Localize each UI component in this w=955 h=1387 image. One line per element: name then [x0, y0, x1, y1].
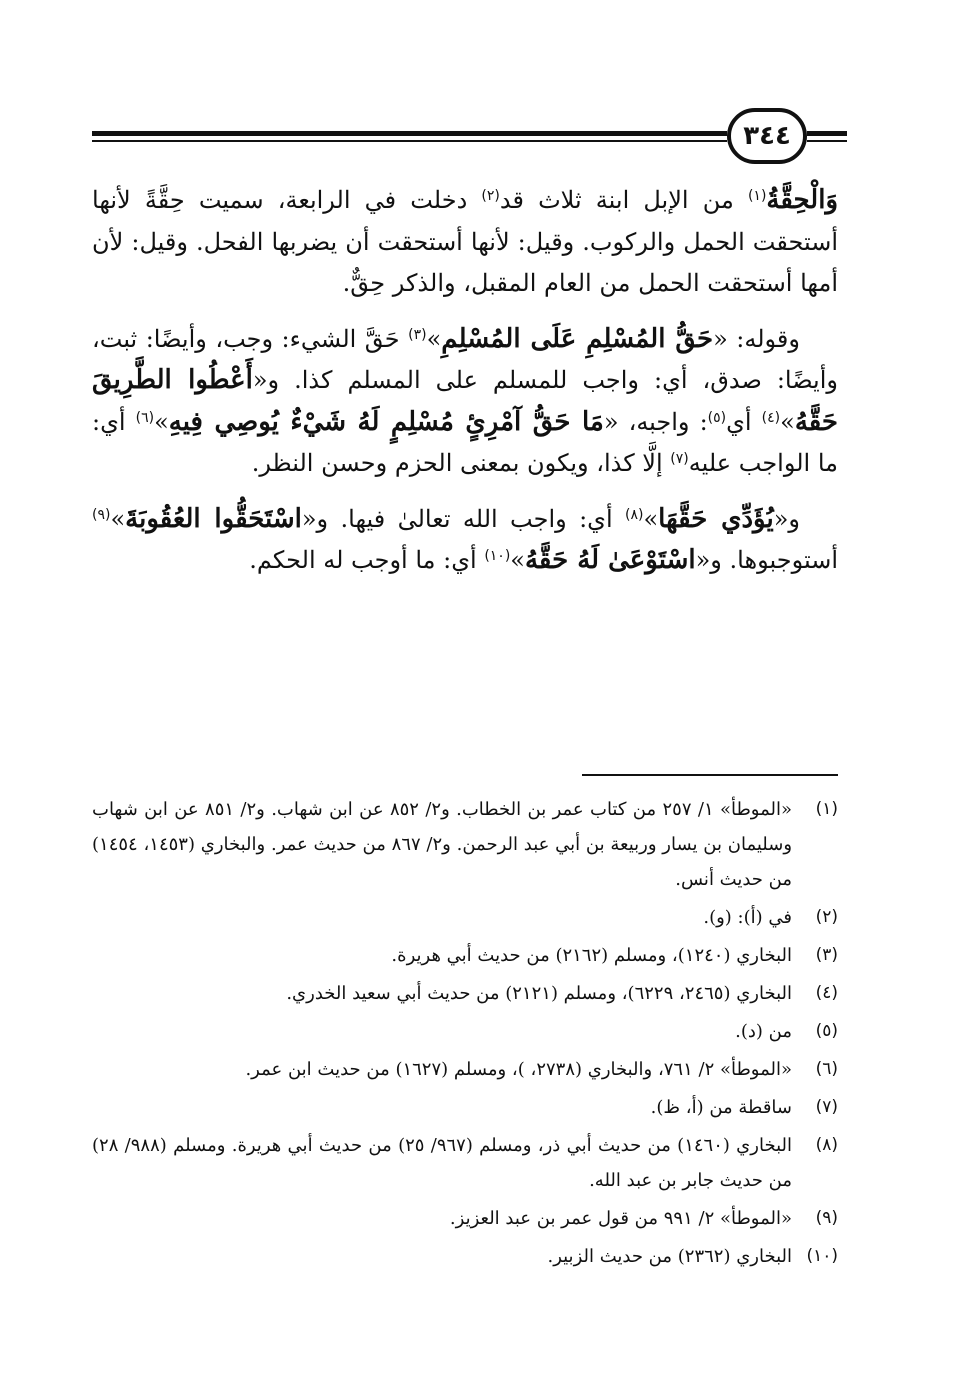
footnote-text: من (د).: [735, 1021, 792, 1042]
text-run: أي: [726, 407, 762, 436]
footnote: [92, 1239, 838, 1274]
footnote: [92, 1052, 838, 1087]
quoted-term: اسْتَوْعَىٰ لَهُ حَقَّهُ: [524, 545, 696, 575]
footnote-number: (٩): [815, 1208, 838, 1228]
header-rule-right: [807, 131, 847, 145]
text-run: و«: [773, 504, 800, 533]
footnote: [92, 938, 838, 973]
text-run: »: [780, 407, 795, 436]
quoted-term: حَقُّ المُسْلِمِ عَلَى المُسْلِمِ: [441, 323, 714, 354]
footnote-number: (٤): [815, 983, 838, 1003]
footnote: [92, 1090, 838, 1125]
text-run: »: [154, 407, 169, 436]
footnote-marker: (٧): [670, 451, 689, 467]
footnote-marker: (١٠): [484, 548, 511, 564]
page-number-badge: [727, 108, 807, 164]
paragraph: [92, 180, 838, 305]
text-run: أي: ما أوجب له الحكم.: [249, 546, 485, 574]
footnote: [92, 1201, 838, 1236]
footnote: [92, 1014, 838, 1049]
footnote-number: (٥): [815, 1021, 838, 1041]
text-run: »: [510, 546, 525, 574]
text-run: أي: واجب الله تعالىٰ فيها. و«: [301, 504, 626, 533]
footnote-number: (٧): [815, 1097, 838, 1117]
footnote-text: ساقطة من (أ، ظ).: [650, 1097, 792, 1118]
footnote: [92, 900, 838, 935]
footnote-text: «الموطأ» ١/ ٢٥٧ من كتاب عمر بن الخطاب. و٢/ ٨٥٢ عن ابن شهاب. و٢/ ٨٥١ عن ابن شهاب وسليمان بن يسار وربيعة بن أبي عبد الرحمن. و٢/ ٨٦٧ من حديث عمر. والبخاري (١٤٥٣، ١٤٥٤) من حديث أنس.: [92, 799, 793, 890]
text-run: وقوله: «: [713, 324, 800, 353]
footnote-text: في (أ): (و).: [703, 907, 792, 928]
main-text: [92, 180, 838, 596]
footnote-text: البخاري (١٤٦٠) من حديث أبي ذر، ومسلم (٩٦٧/ ٢٥) من حديث أبي هريرة. ومسلم (٩٨٨/ ٢٨) من حديث جابر بن عبد الله.: [92, 1135, 792, 1191]
paragraph: [92, 319, 838, 485]
footnote-number: (٢): [815, 907, 838, 927]
quoted-term: اسْتَحَقُّوا العُقُوبَةَ: [125, 503, 302, 534]
footnote: [92, 1128, 838, 1198]
text-run: أستوجبوها. و«: [695, 546, 838, 574]
text-run: »: [426, 324, 442, 353]
quoted-term: مَا حَقُّ آمْرِئٍ مُسْلِمٍ لَهُ شَيْءٌ يُوصِي فِيهِ: [168, 406, 604, 437]
page-number: ٣٤٤: [743, 121, 791, 151]
footnote-marker: (٩): [92, 506, 111, 523]
quoted-term: وَالْحِقَّةُ: [766, 185, 838, 215]
footnote-marker: (١): [747, 188, 767, 204]
paragraph: [92, 499, 838, 582]
text-run: حَقَّ الشيء: وجب، وأيضًا: ثبت، وأيضًا: صدق، أي: واجب للمسلم على المسلم كذا. و«: [92, 324, 838, 394]
footnote: [92, 792, 838, 897]
footnote-marker: (٣): [408, 326, 427, 343]
footnote-number: (١٠): [806, 1246, 838, 1266]
text-run: »: [110, 504, 126, 533]
footnote-marker: (٤): [761, 409, 781, 426]
text-run: »: [643, 504, 659, 533]
text-run: : واجبه، «: [603, 407, 708, 436]
text-run: دخلت في الرابعة، سميت حِقَّةً لأنها أستحقت الحمل والركوب. وقيل: لأنها أستحقت أن يضربها الفحل. وقيل: لأن أمها أستحقت الحمل من العام المقبل، والذكر حِقٌّ.: [92, 186, 838, 297]
footnote-marker: (٨): [625, 506, 644, 523]
footnote-text: «الموطأ» ٢/ ٩٩١ من قول عمر بن عبد العزيز.: [449, 1208, 792, 1229]
text-run: من الإبل ابنة ثلاث قد: [499, 186, 748, 214]
quoted-term: أَعْطُوا الطَّرِيقَ حَقَّهُ: [92, 365, 838, 437]
header-rule-left: [92, 131, 727, 145]
footnote-marker: (٥): [707, 409, 727, 426]
footnotes: [92, 792, 838, 1277]
footnote-number: (٦): [815, 1059, 838, 1079]
quoted-term: يُؤَدِّي حَقَّهَا: [658, 503, 774, 534]
footnote-text: «الموطأ» ٢/ ٧٦١، والبخاري (٢٧٣٨، )، ومسلم (١٦٢٧) من حديث ابن عمر.: [245, 1059, 792, 1080]
footnote-separator: [582, 774, 838, 776]
footnote-text: البخاري (٢٣٦٢) من حديث الزبير.: [547, 1246, 792, 1267]
footnote-text: البخاري (١٢٤٠)، ومسلم (٢١٦٢) من حديث أبي هريرة.: [391, 945, 792, 966]
page-header: [92, 108, 847, 168]
footnote-number: (٨): [815, 1135, 838, 1155]
footnote-marker: (٢): [481, 188, 500, 204]
text-run: إلَّا كذا، ويكون بمعنى الحزم وحسن النظر.: [251, 449, 671, 477]
footnote-number: (٣): [815, 945, 838, 965]
footnote: [92, 976, 838, 1011]
text-run: أي: ما الواجب عليه: [92, 407, 838, 477]
footnote-number: (١): [815, 799, 838, 819]
footnote-marker: (٦): [135, 409, 155, 426]
footnote-text: البخاري (٢٤٦٥، ٦٢٢٩)، ومسلم (٢١٢١) من حديث أبي سعيد الخدري.: [286, 983, 792, 1004]
